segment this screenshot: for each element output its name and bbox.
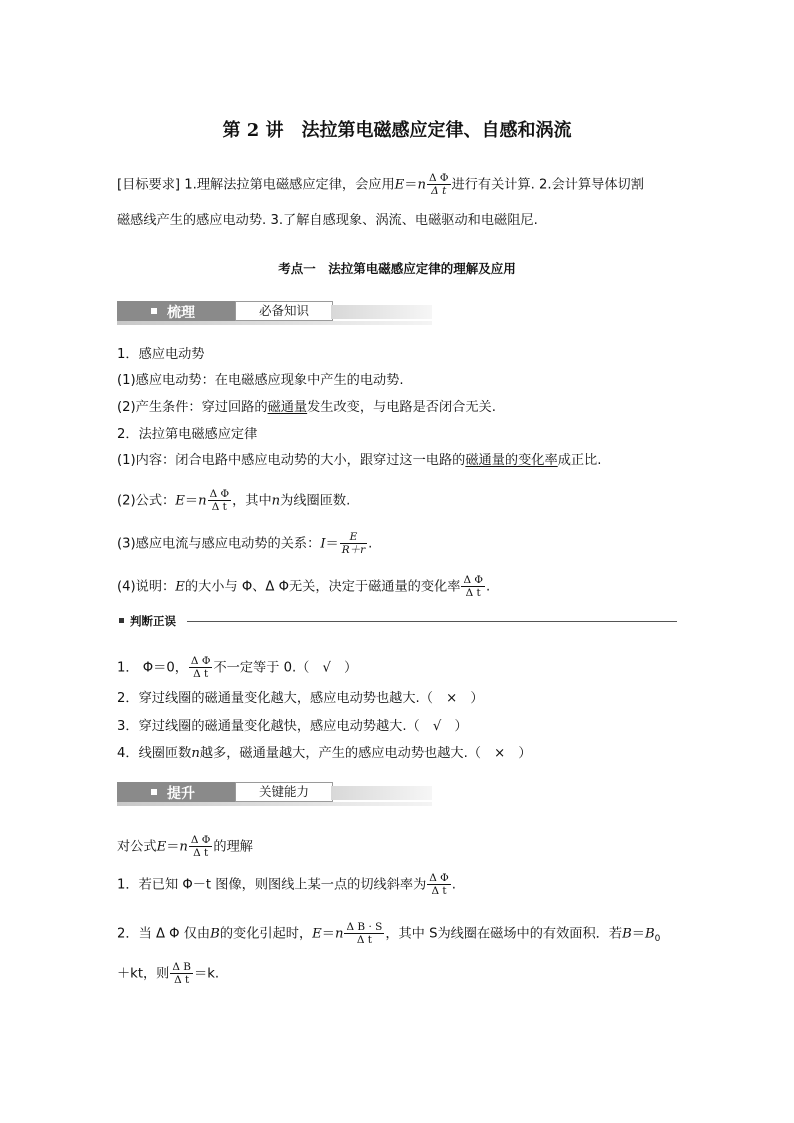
judgment-item-4: 4．线圈匝数n越多，磁通量越大，产生的感应电动势也越大.（ × ） [117,746,532,761]
heading-emf: 1．感应电动势 [117,347,205,362]
text-note: (4)说明：E的大小与 Φ、Δ Φ无关，决定于磁通量的变化率 $\frac{\text{Δ Φ}}{\text{Δ t}}$ . [117,574,491,599]
fraction: $\frac{\text{Δ Φ}}{\text{Δ t}}$ [428,172,449,197]
text-faraday-formula: (2)公式：E＝n $\frac{\text{Δ Φ}}{\text{Δ t}}$ ，其中n为线圈匝数. [117,488,351,513]
square-icon [151,789,157,795]
section-banner-review [117,301,432,325]
judgment-item-1: 1． Φ＝0， $\frac{\text{Δ Φ}}{\text{Δ t}}$ 不一定等于 0.（ √ ） [117,655,358,680]
banner-label: 梳理 [167,305,195,321]
page-title: 第 2 讲 法拉第电磁感应定律、自感和涡流 [222,120,572,141]
judgment-item-2: 2．穿过线圈的磁通量变化越大，感应电动势也越大.（ × ） [117,691,484,706]
heading-faraday: 2．法拉第电磁感应定律 [117,427,258,442]
square-icon [151,308,157,314]
text-faraday-content: (1)内容：闭合电路中感应电动势的大小，跟穿过这一电路的磁通量的变化率成正比. [117,453,602,468]
fraction: $\frac{\text{Δ Φ}}{\text{Δ t}}$ [209,488,230,513]
fraction: $\frac{\text{Δ Φ}}{\text{Δ t}}$ [190,834,211,859]
fraction: $\frac{E}{R+r}$ [341,531,366,556]
fraction: $\frac{\text{Δ Φ}}{\text{Δ t}}$ [190,655,211,680]
text-item-2-cont: ＋kt，则 $\frac{\text{Δ B}}{\text{Δ t}}$ ＝k. [117,961,220,986]
text-current-relation: (3)感应电流与感应电动势的关系：I＝ $\frac{E}{R+r}$ . [117,531,373,556]
goal-tag: [目标要求] [117,177,181,193]
goal-line-2: 磁感线产生的感应电动势. 3.了解自感现象、涡流、电磁驱动和电磁阻尼. [117,213,538,228]
fraction: $\frac{\text{Δ Φ}}{\text{Δ t}}$ [463,574,483,599]
section-banner-improve [117,782,432,806]
banner-sublabel: 必备知识 [235,301,333,321]
text-emf-condition: (2)产生条件：穿过回路的磁通量发生改变，与电路是否闭合无关. [117,400,496,415]
goal-text-1: 1.理解法拉第电磁感应定律，会应用 [184,177,395,193]
topic-heading: 考点一 法拉第电磁感应定律的理解及应用 [278,261,516,276]
text-item-1: 1．若已知 Φ－t 图像，则图线上某一点的切线斜率为 $\frac{\text{Δ Φ}}{\text{Δ t}}$ . [117,872,456,897]
text-emf-def: (1)感应电动势：在电磁感应现象中产生的电动势. [117,373,404,388]
banner-sublabel: 关键能力 [235,782,333,802]
goal-line-1: [目标要求] 1.理解法拉第电磁感应定律，会应用E＝n $\frac{\text{Δ Φ}}{\text{Δ t}}$ 进行有关计算. 2.会计算导体切割 [117,172,644,197]
fraction: $\frac{\text{Δ Φ}}{\text{Δ t}}$ [429,872,449,897]
text-item-2: 2．当 Δ Φ 仅由B的变化引起时，E＝n $\frac{\text{Δ B · S}}{\text{Δ t}}$ ，其中 S为线圈在磁场中的有效面积．若$B=B_0$ [117,921,661,946]
banner-label: 提升 [167,786,195,802]
judgment-item-3: 3．穿过线圈的磁通量变化越快，感应电动势越大.（ √ ） [117,719,468,734]
fraction: $\frac{\text{Δ B · S}}{\text{Δ t}}$ [346,921,383,946]
fraction: $\frac{\text{Δ B}}{\text{Δ t}}$ [172,961,192,986]
square-icon [119,618,124,623]
text-formula-intro: 对公式E＝n $\frac{\text{Δ Φ}}{\text{Δ t}}$ 的理解 [117,834,253,859]
judgment-header: 判断正误 [117,614,677,628]
divider [187,621,677,622]
